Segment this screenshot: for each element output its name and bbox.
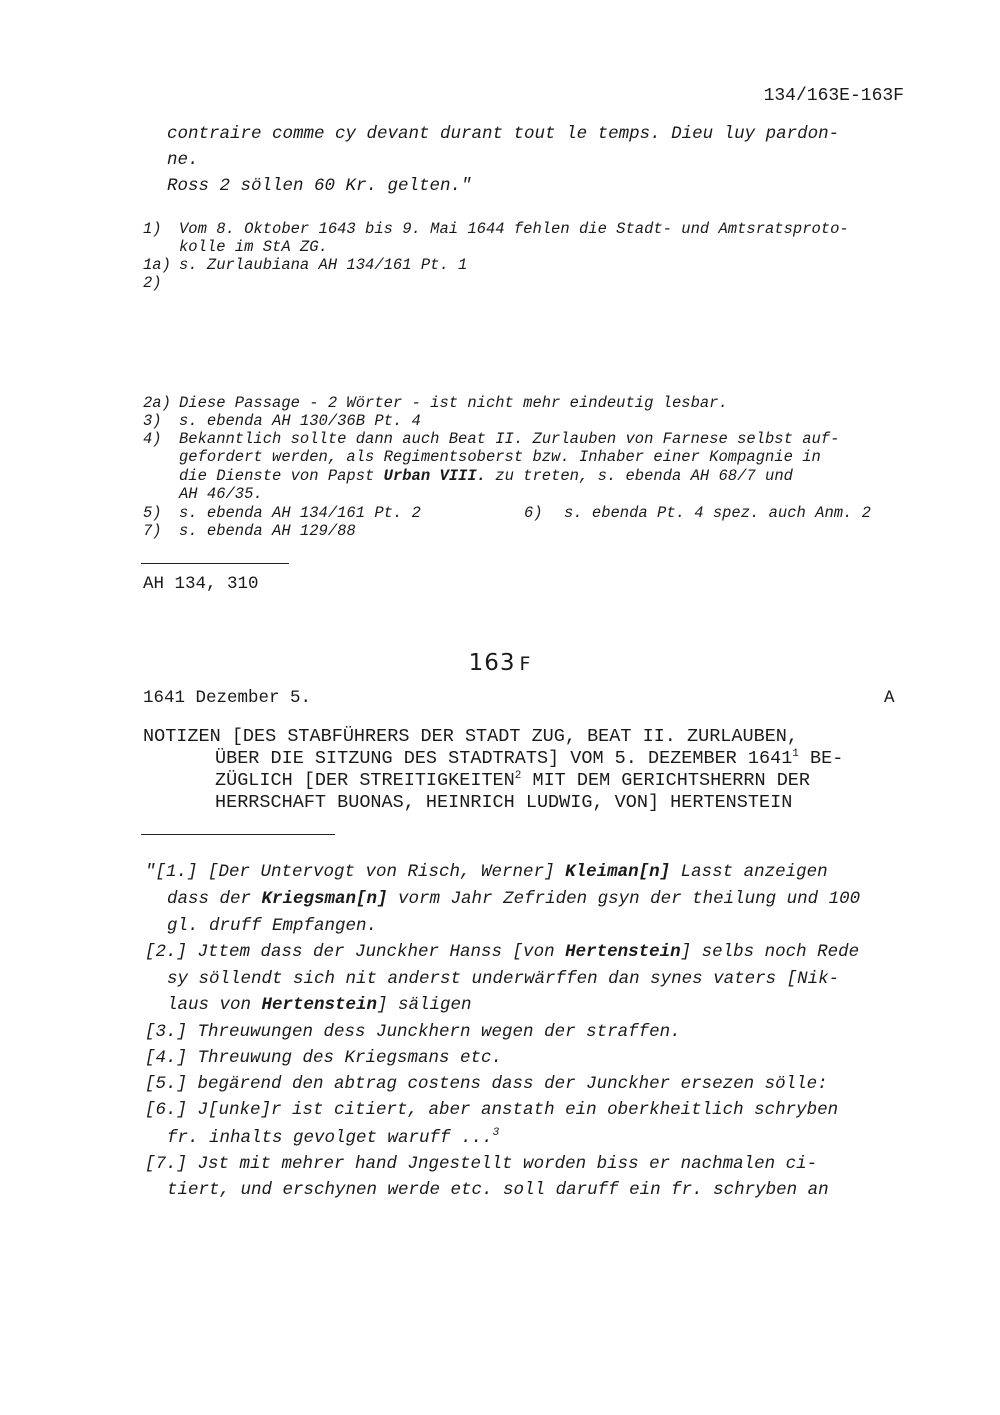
heading-line [215, 770, 810, 792]
footnote-4 [143, 430, 913, 506]
body-line: [6.] J[unke]r ist citiert, aber anstath ein oberkheitlich schryben [145, 1100, 839, 1120]
heading-text: ZÜGLICH [DER STREITIGKEITEN [215, 770, 515, 791]
footnote-text [179, 467, 793, 485]
heading-line: NOTIZEN [DES STABFÜHRERS DER STADT ZUG, BEAT II. ZURLAUBEN, [143, 726, 799, 747]
footnote-6 [524, 504, 914, 524]
footnote-mark: 2a) [143, 394, 171, 412]
footnote-text-part: die Dienste von Papst [179, 467, 384, 485]
heading-text: ÜBER DIE SITZUNG DES STADTRATS] VOM 5. DEZEMBER 1641 [215, 748, 793, 769]
footnote-mark: 1a) [143, 256, 171, 274]
entry-number-suffix: F [519, 653, 532, 675]
footnote-text: Bekanntlich sollte dann auch Beat II. Zurlauben von Farnese selbst auf- [179, 430, 840, 448]
quote-line: contraire comme cy devant durant tout le temps. Dieu luy pardon- [167, 124, 840, 144]
person-name: Kleiman[n] [565, 862, 671, 882]
body-text: [2.] Jttem dass der Junckher Hanss [von [145, 942, 566, 962]
footnote-1 [143, 220, 913, 260]
footnote-2a [143, 394, 913, 414]
heading-line: HERRSCHAFT BUONAS, HEINRICH LUDWIG, VON] HERTENSTEIN [215, 792, 793, 813]
footnote-text: gefordert werden, als Regimentsoberst bzw. Inhaber einer Kompagnie in [179, 448, 821, 466]
entry-number [0, 650, 1000, 676]
entry-number-value: 163 [468, 650, 516, 676]
body-line: gl. druff Empfangen. [167, 916, 378, 936]
body-line: [3.] Threuwungen dess Junckhern wegen der straffen. [145, 1022, 681, 1042]
body-text: ] säligen [377, 995, 472, 1015]
body-line [167, 889, 860, 909]
person-name: Hertenstein [261, 995, 378, 1015]
page-reference: 134/163E-163F [763, 86, 904, 106]
body-text: ] selbs noch Rede [680, 942, 860, 962]
footnote-text-part: zu treten, s. ebenda AH 68/7 und [485, 467, 793, 485]
heading-line [215, 748, 843, 770]
entry-letter: A [884, 688, 895, 708]
person-name: Urban VIII. [383, 467, 486, 485]
footnote-ref: 2 [514, 770, 522, 782]
footnote-ref: 1 [792, 748, 799, 760]
separator-rule [141, 563, 289, 564]
footnote-5 [143, 504, 523, 524]
body-line [167, 995, 472, 1015]
body-text: laus von [167, 995, 262, 1015]
footnote-2 [143, 274, 913, 294]
footnote-mark: 2) [143, 274, 162, 292]
footnote-text: Diese Passage - 2 Wörter - ist nicht mehr eindeutig lesbar. [179, 394, 728, 412]
source-reference: AH 134, 310 [143, 574, 259, 594]
footnote-mark: 6) [524, 504, 543, 522]
heading-text: BE- [798, 748, 844, 769]
entry-date: 1641 Dezember 5. [143, 688, 312, 708]
body-line: [4.] Threuwung des Kriegsmans etc. [145, 1048, 503, 1068]
body-line: [5.] begärend den abtrag costens dass der Junckher ersezen sölle: [145, 1074, 828, 1094]
footnote-text: Vom 8. Oktober 1643 bis 9. Mai 1644 fehlen die Stadt- und Amtsratsproto- [179, 220, 849, 238]
footnote-3 [143, 412, 913, 432]
person-name: Kriegsman[n] [261, 889, 388, 909]
person-name: Hertenstein [565, 942, 681, 962]
quote-line: ne. [167, 150, 199, 170]
body-line [145, 862, 828, 882]
separator-rule [141, 834, 335, 835]
footnote-text: s. ebenda AH 129/88 [179, 522, 356, 540]
body-line: tiert, und erschynen werde etc. soll daruff ein fr. schryben an [167, 1180, 829, 1200]
footnote-text: s. ebenda Pt. 4 spez. auch Anm. 2 [564, 504, 871, 522]
body-text: "[1.] [Der Untervogt von Risch, Werner] [145, 862, 566, 882]
footnote-1a [143, 256, 913, 276]
footnote-text: s. Zurlaubiana AH 134/161 Pt. 1 [179, 256, 468, 274]
body-line [145, 942, 859, 962]
footnote-mark: 5) [143, 504, 162, 522]
body-text: Lasst anzeigen [670, 862, 828, 882]
footnote-text: s. ebenda AH 134/161 Pt. 2 [179, 504, 421, 522]
quote-line: Ross 2 söllen 60 Kr. gelten." [167, 176, 472, 196]
heading-text: MIT DEM GERICHTSHERRN DER [521, 770, 811, 791]
footnote-mark: 3) [143, 412, 162, 430]
body-line: [7.] Jst mit mehrer hand Jngestellt worden biss er nachmalen ci- [145, 1154, 818, 1174]
body-text: fr. inhalts gevolget waruff ... [167, 1128, 493, 1148]
footnote-text: AH 46/35. [179, 485, 263, 503]
body-line [167, 1128, 499, 1148]
footnote-text: s. ebenda AH 130/36B Pt. 4 [179, 412, 421, 430]
footnote-ref: 3 [492, 1127, 500, 1139]
footnote-7 [143, 522, 913, 542]
footnote-text: kolle im StA ZG. [179, 238, 328, 256]
body-text: vorm Jahr Zefriden gsyn der theilung und 100 [387, 889, 861, 909]
body-line: sy söllendt sich nit anderst underwärffen dan synes vaters [Nik- [167, 969, 840, 989]
footnote-mark: 7) [143, 522, 162, 540]
footnote-mark: 1) [143, 220, 162, 238]
body-text: dass der [167, 889, 262, 909]
footnote-mark: 4) [143, 430, 162, 448]
